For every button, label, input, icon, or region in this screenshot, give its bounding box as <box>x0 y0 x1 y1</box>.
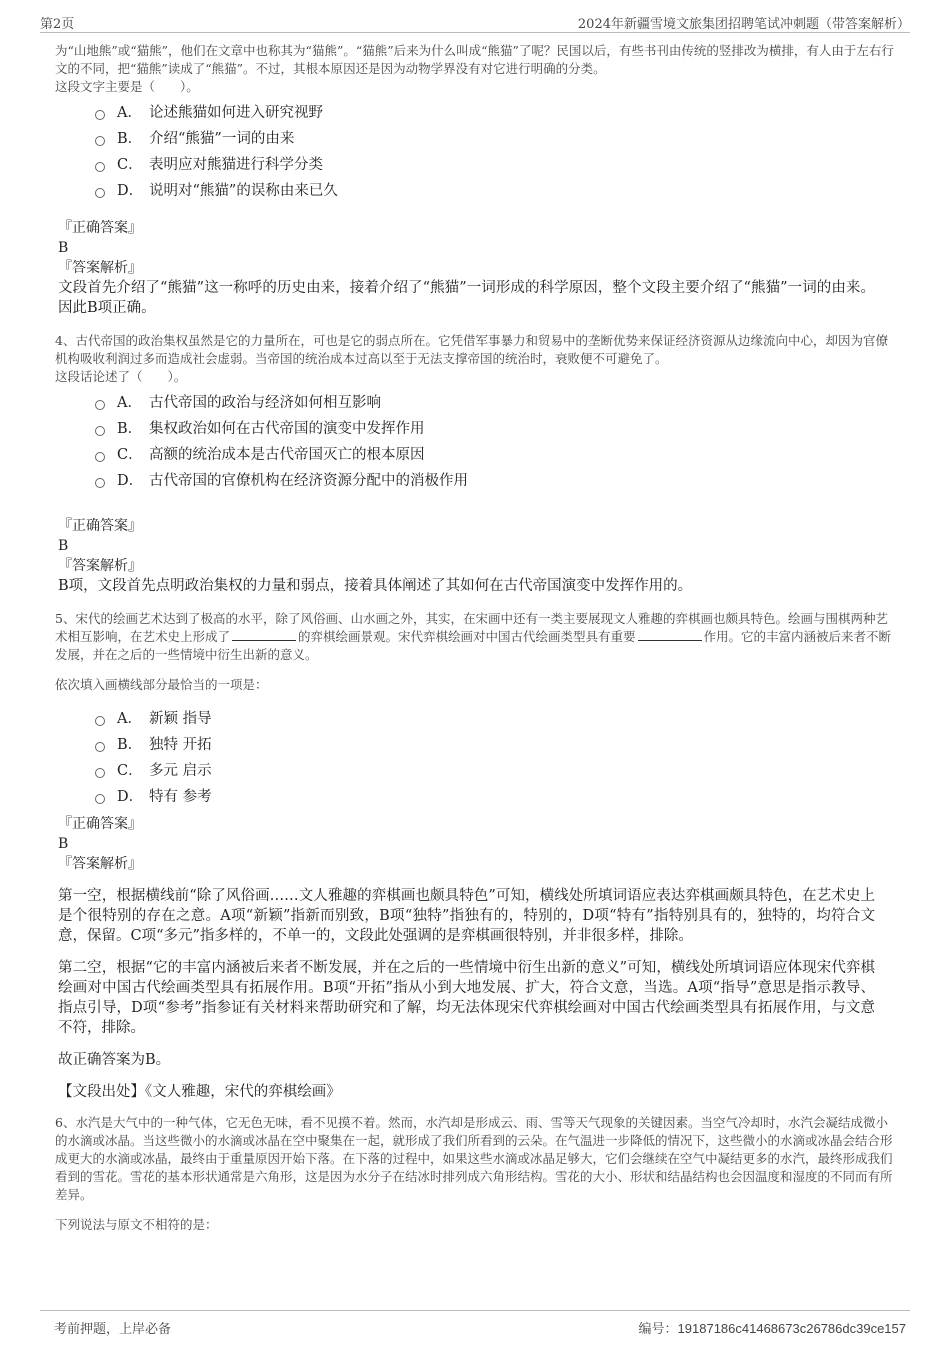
q4-option-c[interactable]: C． 高额的统治成本是古代帝国灭亡的根本原因 <box>95 442 895 468</box>
q3-options <box>95 100 895 204</box>
q4-stem: 4、古代帝国的政治集权虽然是它的力量所在，可也是它的弱点所在。它凭借军事暴力和贸易中的垄断优势来保证经济资源从边缘流向中心，却因为官僚机构吸收利润过多而造成社会虚弱。当帝国的统治成本过高以至于无法支撑帝国的统治时，衰败便不可避免了。 <box>55 333 888 366</box>
radio-icon[interactable] <box>95 478 105 488</box>
q5-options <box>95 706 895 810</box>
q3-passage: 为“山地熊”或“猫熊”，他们在文章中也称其为“猫熊”。“猫熊”后来为什么叫成“熊猫”了呢？民国以后，有些书刊由传统的竖排改为横排，有人由于左右行文的不同，把“猫熊”读成了“熊猫”。不过，其根本原因还是因为动物学界没有对它进行明确的分类。 <box>55 43 894 76</box>
q5-option-d[interactable]: D． 特有 参考 <box>95 784 895 810</box>
q3-option-b[interactable]: B． 介绍“熊猫”一词的由来 <box>95 126 895 152</box>
radio-icon[interactable] <box>95 716 105 726</box>
q3-option-d[interactable]: D． 说明对“熊猫”的误称由来已久 <box>95 178 895 204</box>
document-code: 编号：19187186c41468673c26786dc39ce157 <box>638 1321 906 1337</box>
q5-analysis-paragraph-2: 第二空，根据“它的丰富内涵被后来者不断发展，并在之后的一些情境中衍生出新的意义”可知，横线处所填词语应体现宋代弈棋绘画对中国古代绘画类型具有拓展作用。B项“开拓”指从小到大地发展、扩大，符合文意，当选。A项“指导”意思是指示教导、指点引导，D项“参考”指参证有关材料来帮助研究和了解，均无法体现宋代弈棋绘画对中国古代绘画类型具有拓展作用，与文意不符，排除。 <box>58 960 875 1036</box>
q4-option-b[interactable]: B． 集权政治如何在古代帝国的演变中发挥作用 <box>95 416 895 442</box>
q5-answer: B <box>58 836 69 852</box>
q5-analysis-paragraph-1: 第一空，根据横线前“除了风俗画……文人雅趣的弈棋画也颇具特色”可知，横线处所填词语应表达弈棋画颇具特色，在艺术史上是个很特别的存在之意。A项“新颖”指新而别致，B项“独特”指独有的，特别的，D项“特有”指特别具有的，独特的，均符合文意，保留。C项“多元”指多样的，不单一的，文段此处强调的是弈棋画很特别，并非很多样，排除。 <box>58 888 875 944</box>
page-header <box>40 10 910 33</box>
q5-option-b[interactable]: B． 独特 开拓 <box>95 732 895 758</box>
page-number: 第2页 <box>40 17 75 32</box>
q5-option-a[interactable]: A． 新颖 指导 <box>95 706 895 732</box>
radio-icon[interactable] <box>95 110 105 120</box>
q3-analysis-label: 『答案解析』 <box>58 260 142 276</box>
q5-answer-label: 『正确答案』 <box>58 816 142 832</box>
q4-answer-label: 『正确答案』 <box>58 518 142 534</box>
q3-prompt: 这段文字主要是（ ）。 <box>55 79 199 94</box>
radio-icon[interactable] <box>95 742 105 752</box>
fill-blank-2 <box>638 628 702 641</box>
q3-analysis: 文段首先介绍了“熊猫”这一称呼的历史由来，接着介绍了“熊猫”一词形成的科学原因，整个文段主要介绍了“熊猫”一词的由来。因此B项正确。 <box>58 280 875 316</box>
q5-analysis-label: 『答案解析』 <box>58 856 142 872</box>
q5-prompt: 依次填入画横线部分最恰当的一项是： <box>55 677 268 692</box>
q4-option-d[interactable]: D． 古代帝国的官僚机构在经济资源分配中的消极作用 <box>95 468 895 494</box>
document-body <box>55 42 895 1234</box>
q3-answer-label: 『正确答案』 <box>58 220 142 236</box>
radio-icon[interactable] <box>95 794 105 804</box>
radio-icon[interactable] <box>95 452 105 462</box>
page-footer <box>40 1310 910 1337</box>
q5-source: 【文段出处】《文人雅趣，宋代的弈棋绘画》 <box>58 1084 341 1100</box>
radio-icon[interactable] <box>95 188 105 198</box>
q6-stem: 6、水汽是大气中的一种气体，它无色无味，看不见摸不着。然而，水汽却是形成云、雨、雪等天气现象的关键因素。当空气冷却时，水汽会凝结成微小的水滴或冰晶。当这些微小的水滴或冰晶在空中聚集在一起，就形成了我们所看到的云朵。在气温进一步降低的情况下，这些微小的水滴或冰晶会结合形成更大的水滴或冰晶，最终由于重量原因开始下落。在下落的过程中，如果这些水滴或冰晶足够大，它们会继续在空气中凝结更多的水汽，最终形成我们看到的雪花。雪花的基本形状通常是六角形，这是因为水分子在结冰时排列成六角形结构。雪花的大小、形状和结晶结构也会因温度和湿度的不同而有所差异。 <box>55 1115 893 1202</box>
radio-icon[interactable] <box>95 768 105 778</box>
radio-icon[interactable] <box>95 162 105 172</box>
q4-options <box>95 390 895 494</box>
q6-prompt: 下列说法与原文不相符的是： <box>55 1217 218 1232</box>
q4-analysis-label: 『答案解析』 <box>58 558 142 574</box>
q5-stem: 5、宋代的绘画艺术达到了极高的水平，除了风俗画、山水画之外，其实，在宋画中还有一类主要展现文人雅趣的弈棋画也颇具特色。绘画与围棋两种艺术相互影响，在艺术史上形成了 的弈棋绘画景观。宋代弈棋绘画对中国古代绘画类型具有重要 作用。它的丰富内涵被后来者不断发展，并在之后的一些情境中衍生出新的意义。 <box>55 611 892 662</box>
footer-slogan: 考前押题，上岸必备 <box>54 1322 172 1337</box>
q5-conclusion: 故正确答案为B。 <box>58 1052 171 1068</box>
q3-answer: B <box>58 240 69 256</box>
q3-option-a[interactable]: A． 论述熊猫如何进入研究视野 <box>95 100 895 126</box>
q4-answer: B <box>58 538 69 554</box>
radio-icon[interactable] <box>95 136 105 146</box>
document-title: 2024年新疆雪境文旅集团招聘笔试冲刺题（带答案解析） <box>577 17 910 32</box>
q3-option-c[interactable]: C． 表明应对熊猫进行科学分类 <box>95 152 895 178</box>
q4-analysis: B项，文段首先点明政治集权的力量和弱点，接着具体阐述了其如何在古代帝国演变中发挥作用的。 <box>58 578 693 594</box>
q4-prompt: 这段话论述了（ ）。 <box>55 369 187 384</box>
radio-icon[interactable] <box>95 400 105 410</box>
q5-option-c[interactable]: C． 多元 启示 <box>95 758 895 784</box>
radio-icon[interactable] <box>95 426 105 436</box>
q4-option-a[interactable]: A． 古代帝国的政治与经济如何相互影响 <box>95 390 895 416</box>
fill-blank-1 <box>232 628 296 641</box>
